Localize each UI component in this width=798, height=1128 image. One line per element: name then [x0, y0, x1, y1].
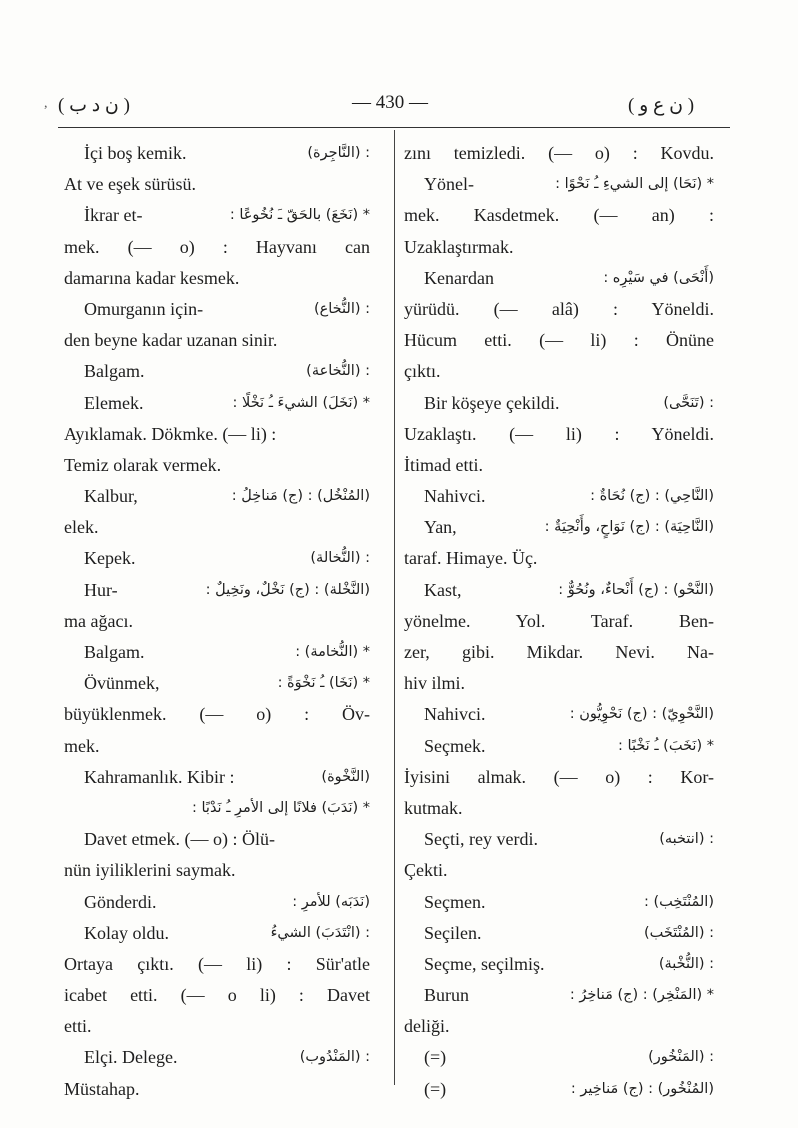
turkish-text: Seçme, seçilmiş.	[424, 953, 545, 974]
entry-line	[64, 200, 370, 231]
turkish-text: zını temizledi. (— o) : Kovdu.	[404, 143, 714, 163]
entry-line	[64, 325, 370, 356]
entry-line	[404, 1074, 714, 1105]
turkish-text: Temiz olarak vermek.	[64, 454, 222, 475]
entry-line	[404, 606, 714, 637]
turkish-text: ma ağacı.	[64, 610, 133, 631]
entry-line	[404, 138, 714, 169]
arabic-headword: : (النُّخْبة)	[658, 955, 714, 972]
entry-line	[64, 793, 370, 824]
entry-line	[404, 793, 714, 824]
turkish-text: Uzaklaştırmak.	[404, 236, 514, 257]
turkish-text: Övünmek,	[84, 673, 160, 694]
entry-line	[64, 980, 370, 1011]
turkish-text: Balgam.	[84, 361, 145, 382]
arabic-headword: (نَدَبَه) للأمرِ :	[292, 893, 370, 910]
entry-line	[64, 138, 370, 169]
turkish-text: Bir köşeye çekildi.	[424, 392, 560, 413]
entry-line	[64, 855, 370, 886]
turkish-text: Yan,	[424, 517, 457, 538]
entry-line	[404, 949, 714, 980]
turkish-text: zer, gibi. Mikdar. Nevi. Na-	[404, 642, 714, 662]
arabic-headword: : (النُّخاع)	[313, 300, 370, 317]
turkish-text: Ortaya çıktı. (— li) : Sür'atle	[64, 953, 370, 974]
turkish-text: İyisini almak. (— o) : Kor-	[404, 766, 714, 787]
entry-line	[64, 699, 370, 730]
entry-line	[404, 512, 714, 543]
left-column	[64, 138, 370, 1105]
entry-line	[64, 169, 370, 200]
entry-line	[64, 543, 370, 574]
entry-line	[64, 450, 370, 481]
right-column	[404, 138, 714, 1105]
turkish-text: Balgam.	[84, 642, 145, 662]
entry-line	[404, 325, 714, 356]
entry-line	[404, 980, 714, 1011]
arabic-headword: (النَّاحِي) : (ج) نُحَاةٌ :	[590, 488, 714, 505]
arabic-headword: (النَّحْوِيّ) : (ج) نَحْوِيُّون :	[569, 706, 714, 723]
turkish-text: Kast,	[424, 579, 462, 600]
turkish-text: Burun	[424, 985, 469, 1006]
arabic-headword: (المُنْخُل) : (ج) مَناخِلُ :	[231, 488, 370, 505]
entry-line	[404, 699, 714, 730]
entry-line	[64, 481, 370, 512]
turkish-text: Seçti, rey verdi.	[424, 829, 538, 850]
turkish-text: kutmak.	[404, 797, 463, 818]
turkish-text: Seçmek.	[424, 735, 486, 756]
entry-line	[64, 294, 370, 325]
arabic-headword: (المُنْخُور) : (ج) مَناخِير :	[570, 1080, 714, 1097]
entry-line	[64, 1011, 370, 1042]
turkish-text: Kolay oldu.	[84, 922, 169, 943]
entry-line	[404, 481, 714, 512]
turkish-text: icabet etti. (— o li) : Davet	[64, 985, 370, 1006]
entry-line	[64, 575, 370, 606]
entry-line	[404, 294, 714, 325]
header-root-left: ( ن د ب )	[58, 95, 130, 116]
entry-line	[64, 637, 370, 668]
entry-line	[64, 232, 370, 263]
turkish-text: den beyne kadar uzanan sinir.	[64, 330, 278, 351]
turkish-text: Nahivci.	[424, 704, 486, 725]
turkish-text: çıktı.	[404, 361, 441, 382]
turkish-text: İkrar et-	[84, 205, 143, 226]
entry-line	[64, 1042, 370, 1073]
arabic-headword: : (انتخبه)	[659, 831, 714, 848]
arabic-headword: * (المَنْخِر) : (ج) مَناخِرُ :	[569, 987, 714, 1004]
entry-line	[64, 824, 370, 855]
turkish-text: etti.	[64, 1016, 92, 1037]
entry-line	[404, 855, 714, 886]
turkish-text: elek.	[64, 517, 99, 538]
entry-line	[404, 388, 714, 419]
entry-line	[64, 263, 370, 294]
arabic-headword: (النَّاحِيَة) : (ج) نَوَاحٍ، وأَنْحِيَةٌ :	[544, 519, 714, 536]
turkish-text: (=)	[424, 1047, 447, 1068]
turkish-text: Elçi. Delege.	[84, 1047, 178, 1068]
entry-line	[64, 949, 370, 980]
turkish-text: At ve eşek sürüsü.	[64, 174, 196, 195]
turkish-text: (=)	[424, 1078, 447, 1099]
entry-line	[64, 419, 370, 450]
entry-line	[64, 668, 370, 699]
turkish-text: Seçilen.	[424, 922, 482, 943]
header-rule	[58, 127, 730, 128]
arabic-headword: : (تَنَحَّى)	[663, 394, 714, 411]
turkish-text: Elemek.	[84, 392, 144, 413]
turkish-text: Seçmen.	[424, 891, 486, 912]
page-header	[0, 92, 798, 120]
entry-line	[404, 450, 714, 481]
header-root-right: ( ن ع و )	[628, 95, 695, 116]
turkish-text: damarına kadar kesmek.	[64, 267, 240, 288]
turkish-text: Nahivci.	[424, 486, 486, 507]
arabic-headword: * (نَحَا) إلى الشيءِ ـُ نَحْوًا :	[555, 176, 714, 193]
entry-line	[404, 1011, 714, 1042]
arabic-headword: (المُنْتَخِب) :	[644, 893, 714, 910]
turkish-text: Kenardan	[424, 267, 494, 288]
arabic-headword: : (النُّخاعة)	[306, 363, 370, 380]
turkish-text: hiv ilmi.	[404, 673, 466, 694]
turkish-text: Müstahap.	[64, 1078, 140, 1099]
turkish-text: deliği.	[404, 1016, 450, 1037]
margin-mark: ,	[44, 96, 48, 111]
turkish-text: Davet etmek. (— o) : Ölü-	[84, 829, 275, 850]
turkish-text: büyüklenmek. (— o) : Öv-	[64, 704, 370, 725]
turkish-text: Omurganın için-	[84, 298, 204, 319]
arabic-headword: : (المَنْخُور)	[648, 1049, 714, 1066]
turkish-text: Kepek.	[84, 548, 136, 569]
turkish-text: nün iyiliklerini saymak.	[64, 860, 236, 881]
turkish-text: Kahramanlık. Kibir :	[84, 766, 235, 787]
turkish-text: Gönderdi.	[84, 891, 157, 912]
entry-line	[404, 169, 714, 200]
arabic-headword: (النَّخْوة)	[321, 768, 370, 785]
entry-line	[64, 1074, 370, 1105]
turkish-text: İtimad etti.	[404, 454, 483, 475]
turkish-text: Hur-	[84, 579, 118, 600]
turkish-text: mek. Kasdetmek. (— an) :	[404, 205, 714, 226]
arabic-headword: * (النُّخامة) :	[295, 644, 370, 660]
arabic-headword: * (نَخَعَ) بالحَقّ ـَ نُخُوعًا :	[229, 207, 370, 224]
turkish-text: Uzaklaştı. (— li) : Yöneldi.	[404, 423, 714, 444]
arabic-headword: * (نَخَبَ) ـُ نَخْبًا :	[618, 737, 714, 754]
entry-line	[404, 200, 714, 231]
arabic-headword: : (النَّاجِرة)	[307, 145, 370, 161]
arabic-headword: * (نَدَبَ) فلانًا إلى الأمرِ ـُ نَدْبًا :	[192, 799, 370, 816]
arabic-headword: * (نَخَلَ) الشيءَ ـُ نَخْلًا :	[232, 394, 370, 411]
entry-line	[64, 762, 370, 793]
entry-line	[404, 543, 714, 574]
entry-line	[404, 731, 714, 762]
arabic-headword: : (المَنْدُوب)	[299, 1049, 370, 1066]
entry-line	[64, 606, 370, 637]
entry-line	[404, 918, 714, 949]
entry-line	[404, 263, 714, 294]
turkish-text: yönelme. Yol. Taraf. Ben-	[404, 610, 714, 631]
turkish-text: Ayıklamak. Dökmke. (— li) :	[64, 423, 277, 444]
entry-line	[404, 824, 714, 855]
entry-line	[404, 1042, 714, 1073]
turkish-text: mek. (— o) : Hayvanı can	[64, 236, 370, 257]
entry-line	[64, 731, 370, 762]
arabic-headword: (النَّخْلة) : (ج) نَخْلٌ، ونَخِيلٌ :	[205, 581, 370, 598]
arabic-headword: (أَنْحَى) في سَيْرِه :	[603, 269, 714, 286]
entry-line	[404, 232, 714, 263]
turkish-text: mek.	[64, 735, 100, 756]
entry-line	[64, 356, 370, 387]
entry-line	[64, 512, 370, 543]
turkish-text: taraf. Himaye. Üç.	[404, 548, 538, 569]
entry-line	[404, 762, 714, 793]
entry-line	[404, 356, 714, 387]
page-number: — 430 —	[352, 92, 428, 113]
entry-line	[404, 575, 714, 606]
arabic-headword: : (انْتَدَبَ) الشيءُ	[270, 924, 370, 941]
arabic-headword: : (النُّخالة)	[310, 550, 370, 567]
turkish-text: Çekti.	[404, 860, 448, 881]
entry-line	[64, 887, 370, 918]
turkish-text: Kalbur,	[84, 486, 138, 507]
entry-line	[64, 918, 370, 949]
entry-line	[404, 419, 714, 450]
turkish-text: İçi boş kemik.	[84, 143, 187, 163]
entry-line	[404, 668, 714, 699]
entry-line	[404, 887, 714, 918]
column-divider	[394, 130, 395, 1085]
turkish-text: Hücum etti. (— li) : Önüne	[404, 330, 714, 351]
arabic-headword: * (نَخَا) ـُ نَخْوَةً :	[277, 675, 370, 692]
arabic-headword: (النَّحْو) : (ج) أَنْحاءٌ، ونُحُوٌّ :	[558, 581, 714, 598]
entry-line	[404, 637, 714, 668]
turkish-text: Yönel-	[424, 174, 474, 195]
arabic-headword: : (المُنْتَخَب)	[644, 924, 714, 941]
entry-line	[64, 388, 370, 419]
turkish-text: yürüdü. (— alâ) : Yöneldi.	[404, 298, 714, 319]
